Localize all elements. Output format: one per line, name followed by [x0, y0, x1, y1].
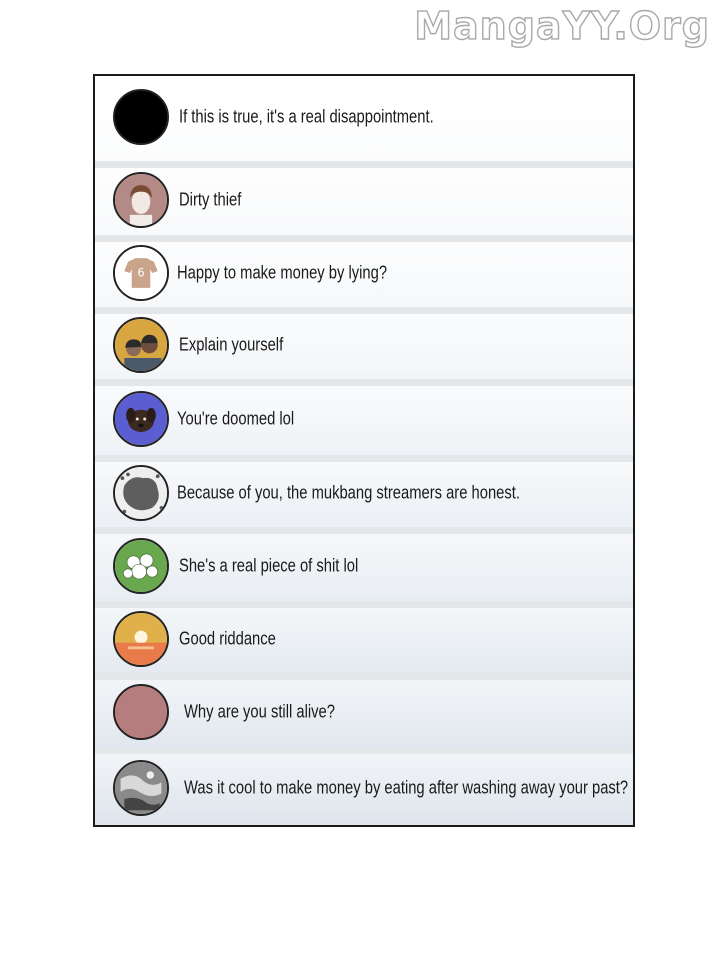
puppy-face-icon[interactable]: [113, 391, 169, 447]
comment-text: Good riddance: [179, 627, 276, 648]
two-people-icon[interactable]: [113, 317, 169, 373]
comment-text: Dirty thief: [179, 188, 242, 209]
comment-text: Why are you still alive?: [184, 700, 335, 721]
comment-row[interactable]: [95, 462, 633, 534]
comment-row[interactable]: [95, 168, 633, 242]
comment-row[interactable]: [95, 608, 633, 680]
comment-row[interactable]: [95, 680, 633, 754]
comment-list-panel: [93, 74, 635, 827]
comment-row[interactable]: [95, 534, 633, 608]
stone-texture-icon[interactable]: [113, 465, 169, 521]
white-flowers-icon[interactable]: [113, 538, 169, 594]
comment-row[interactable]: [95, 242, 633, 314]
boy-face-icon[interactable]: [113, 172, 169, 228]
comment-text: You're doomed lol: [177, 407, 295, 428]
grey-marble-icon[interactable]: [113, 760, 169, 816]
comment-row[interactable]: [95, 754, 633, 825]
comment-row[interactable]: [95, 76, 633, 168]
comment-row[interactable]: [95, 386, 633, 462]
svg-text:6: 6: [137, 266, 145, 280]
sunset-sea-icon[interactable]: [113, 611, 169, 667]
shirt-number-6-icon[interactable]: [113, 245, 169, 301]
comment-text: Was it cool to make money by eating after washing away your past?: [184, 776, 629, 797]
comment-text: She's a real piece of shit lol: [179, 554, 359, 575]
comment-text: Happy to make money by lying?: [177, 261, 388, 282]
comment-text: Explain yourself: [179, 333, 284, 354]
comment-text: Because of you, the mukbang streamers are honest.: [177, 481, 520, 502]
black-circle-icon[interactable]: [113, 89, 169, 145]
plain-pink-icon[interactable]: [113, 684, 169, 740]
comment-row[interactable]: [95, 314, 633, 386]
watermark-logo: MangaYY.Org: [414, 4, 710, 48]
comment-text: If this is true, it's a real disappointment.: [179, 105, 434, 126]
